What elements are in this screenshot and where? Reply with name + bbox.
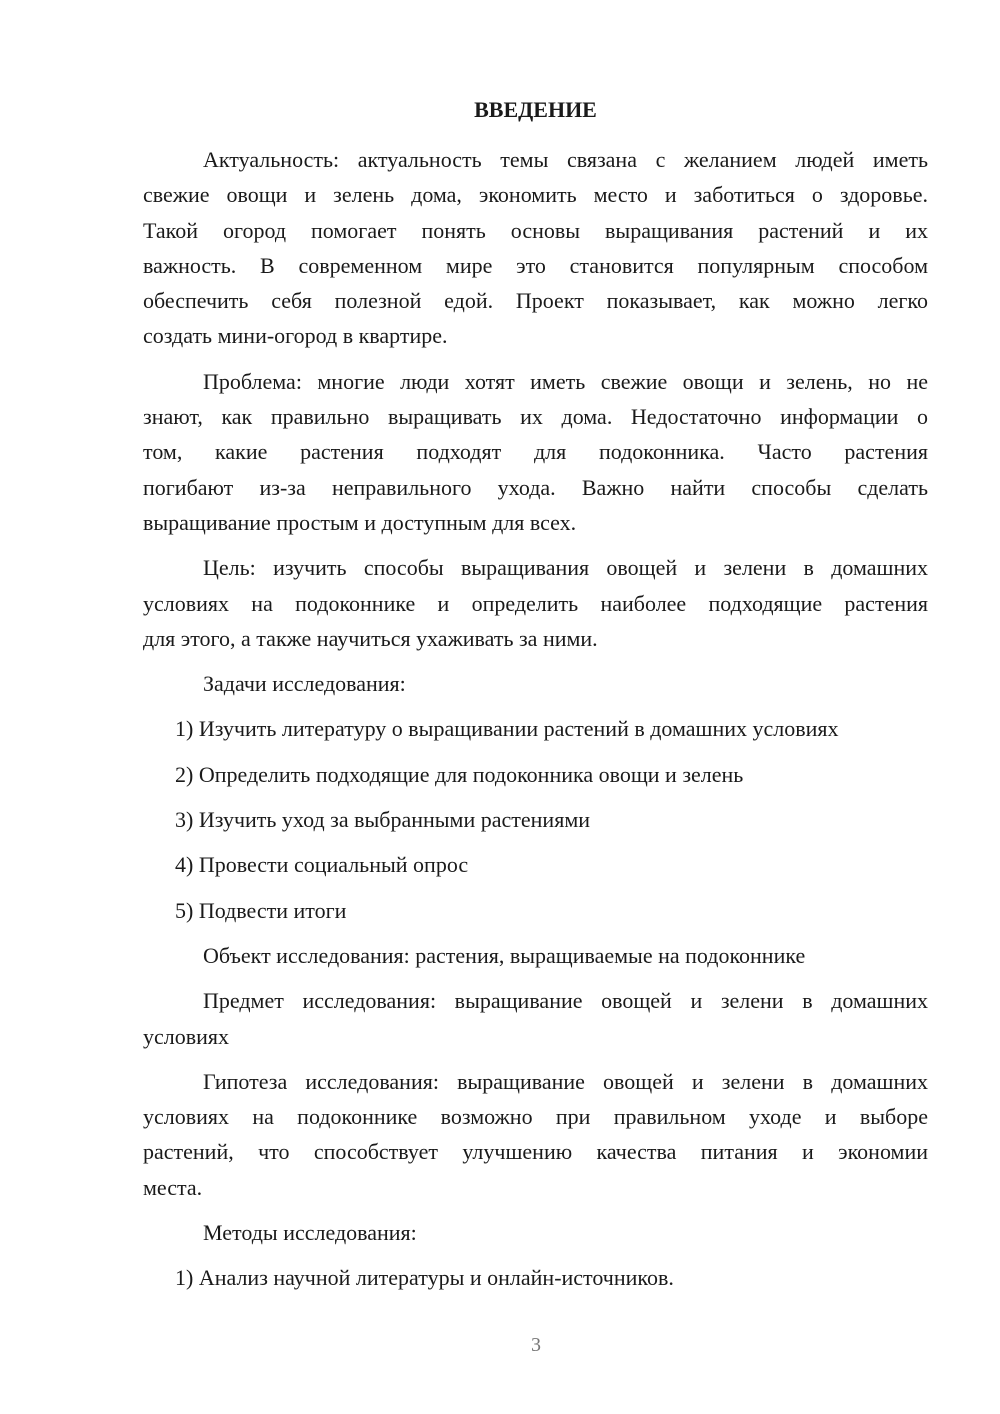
text-line: знают, как правильно выращивать их дома. Недостаточно информации о bbox=[143, 404, 928, 430]
text-line: Актуальность: актуальность темы связана с желанием людей иметь bbox=[203, 147, 928, 172]
text-line: обеспечить себя полезной едой. Проект показывает, как можно легко bbox=[143, 288, 928, 314]
text-line: Методы исследования: bbox=[203, 1220, 417, 1246]
page-number: 3 bbox=[531, 1334, 541, 1356]
paragraph bbox=[143, 983, 928, 1054]
text-line: условиях bbox=[143, 1023, 230, 1049]
text-line: условиях на подоконнике и определить наиболее подходящие растения bbox=[143, 590, 928, 616]
text-line: Гипотеза исследования: выращивание овощей и зелени в домашних bbox=[203, 1068, 928, 1094]
text-line: Цель: изучить способы выращивания овощей и зелени в домашних bbox=[203, 555, 928, 581]
text-line: 4) Провести социальный опрос bbox=[175, 852, 469, 878]
label bbox=[143, 1215, 928, 1250]
list-item bbox=[143, 802, 928, 837]
text-line: Объект исследования: растения, выращиваемые на подоконнике bbox=[203, 942, 806, 968]
list-item bbox=[143, 1260, 928, 1295]
text-line: условиях на подоконнике возможно при правильном уходе и выборе bbox=[143, 1104, 928, 1130]
document-page bbox=[143, 92, 928, 1296]
list-item bbox=[143, 893, 928, 928]
paragraph bbox=[143, 142, 928, 354]
text-line: важность. В современном мире это становится популярным способом bbox=[143, 252, 928, 278]
text-line: свежие овощи и зелень дома, экономить место и заботиться о здоровье. bbox=[143, 182, 928, 208]
paragraph bbox=[143, 1064, 928, 1205]
text-line: 1) Изучить литературу о выращивании растений в домашних условиях bbox=[175, 716, 839, 742]
text-line: для этого, а также научиться ухаживать за ними. bbox=[143, 625, 598, 651]
text-line: 1) Анализ научной литературы и онлайн-источников. bbox=[175, 1265, 674, 1291]
text-line: выращивание простым и доступным для всех. bbox=[143, 509, 577, 535]
list-item bbox=[143, 757, 928, 792]
text-line: создать мини-огород в квартире. bbox=[143, 323, 448, 349]
text-line: Такой огород помогает понять основы выращивания растений и их bbox=[143, 217, 928, 243]
text-line: том, какие растения подходят для подоконника. Часто растения bbox=[143, 439, 928, 465]
text-line: 5) Подвести итоги bbox=[175, 897, 347, 923]
label bbox=[143, 938, 928, 973]
text-line: 3) Изучить уход за выбранными растениями bbox=[175, 807, 591, 833]
paragraph bbox=[143, 550, 928, 656]
label bbox=[143, 666, 928, 701]
list-item bbox=[143, 711, 928, 746]
text-line: 2) Определить подходящие для подоконника овощи и зелень bbox=[175, 761, 744, 787]
text-line: растений, что способствует улучшению качества питания и экономии bbox=[143, 1139, 928, 1165]
paragraph bbox=[143, 364, 928, 540]
text-line: Проблема: многие люди хотят иметь свежие овощи и зелень, но не bbox=[203, 368, 928, 394]
text-line: места. bbox=[143, 1174, 203, 1200]
list-item bbox=[143, 847, 928, 882]
page-title: ВВЕДЕНИЕ bbox=[474, 97, 597, 122]
text-line: Предмет исследования: выращивание овощей и зелени в домашних bbox=[203, 988, 928, 1014]
text-line: Задачи исследования: bbox=[203, 671, 406, 697]
document-body bbox=[143, 142, 928, 1296]
text-line: погибают из-за неправильного ухода. Важно найти способы сделать bbox=[143, 474, 928, 500]
